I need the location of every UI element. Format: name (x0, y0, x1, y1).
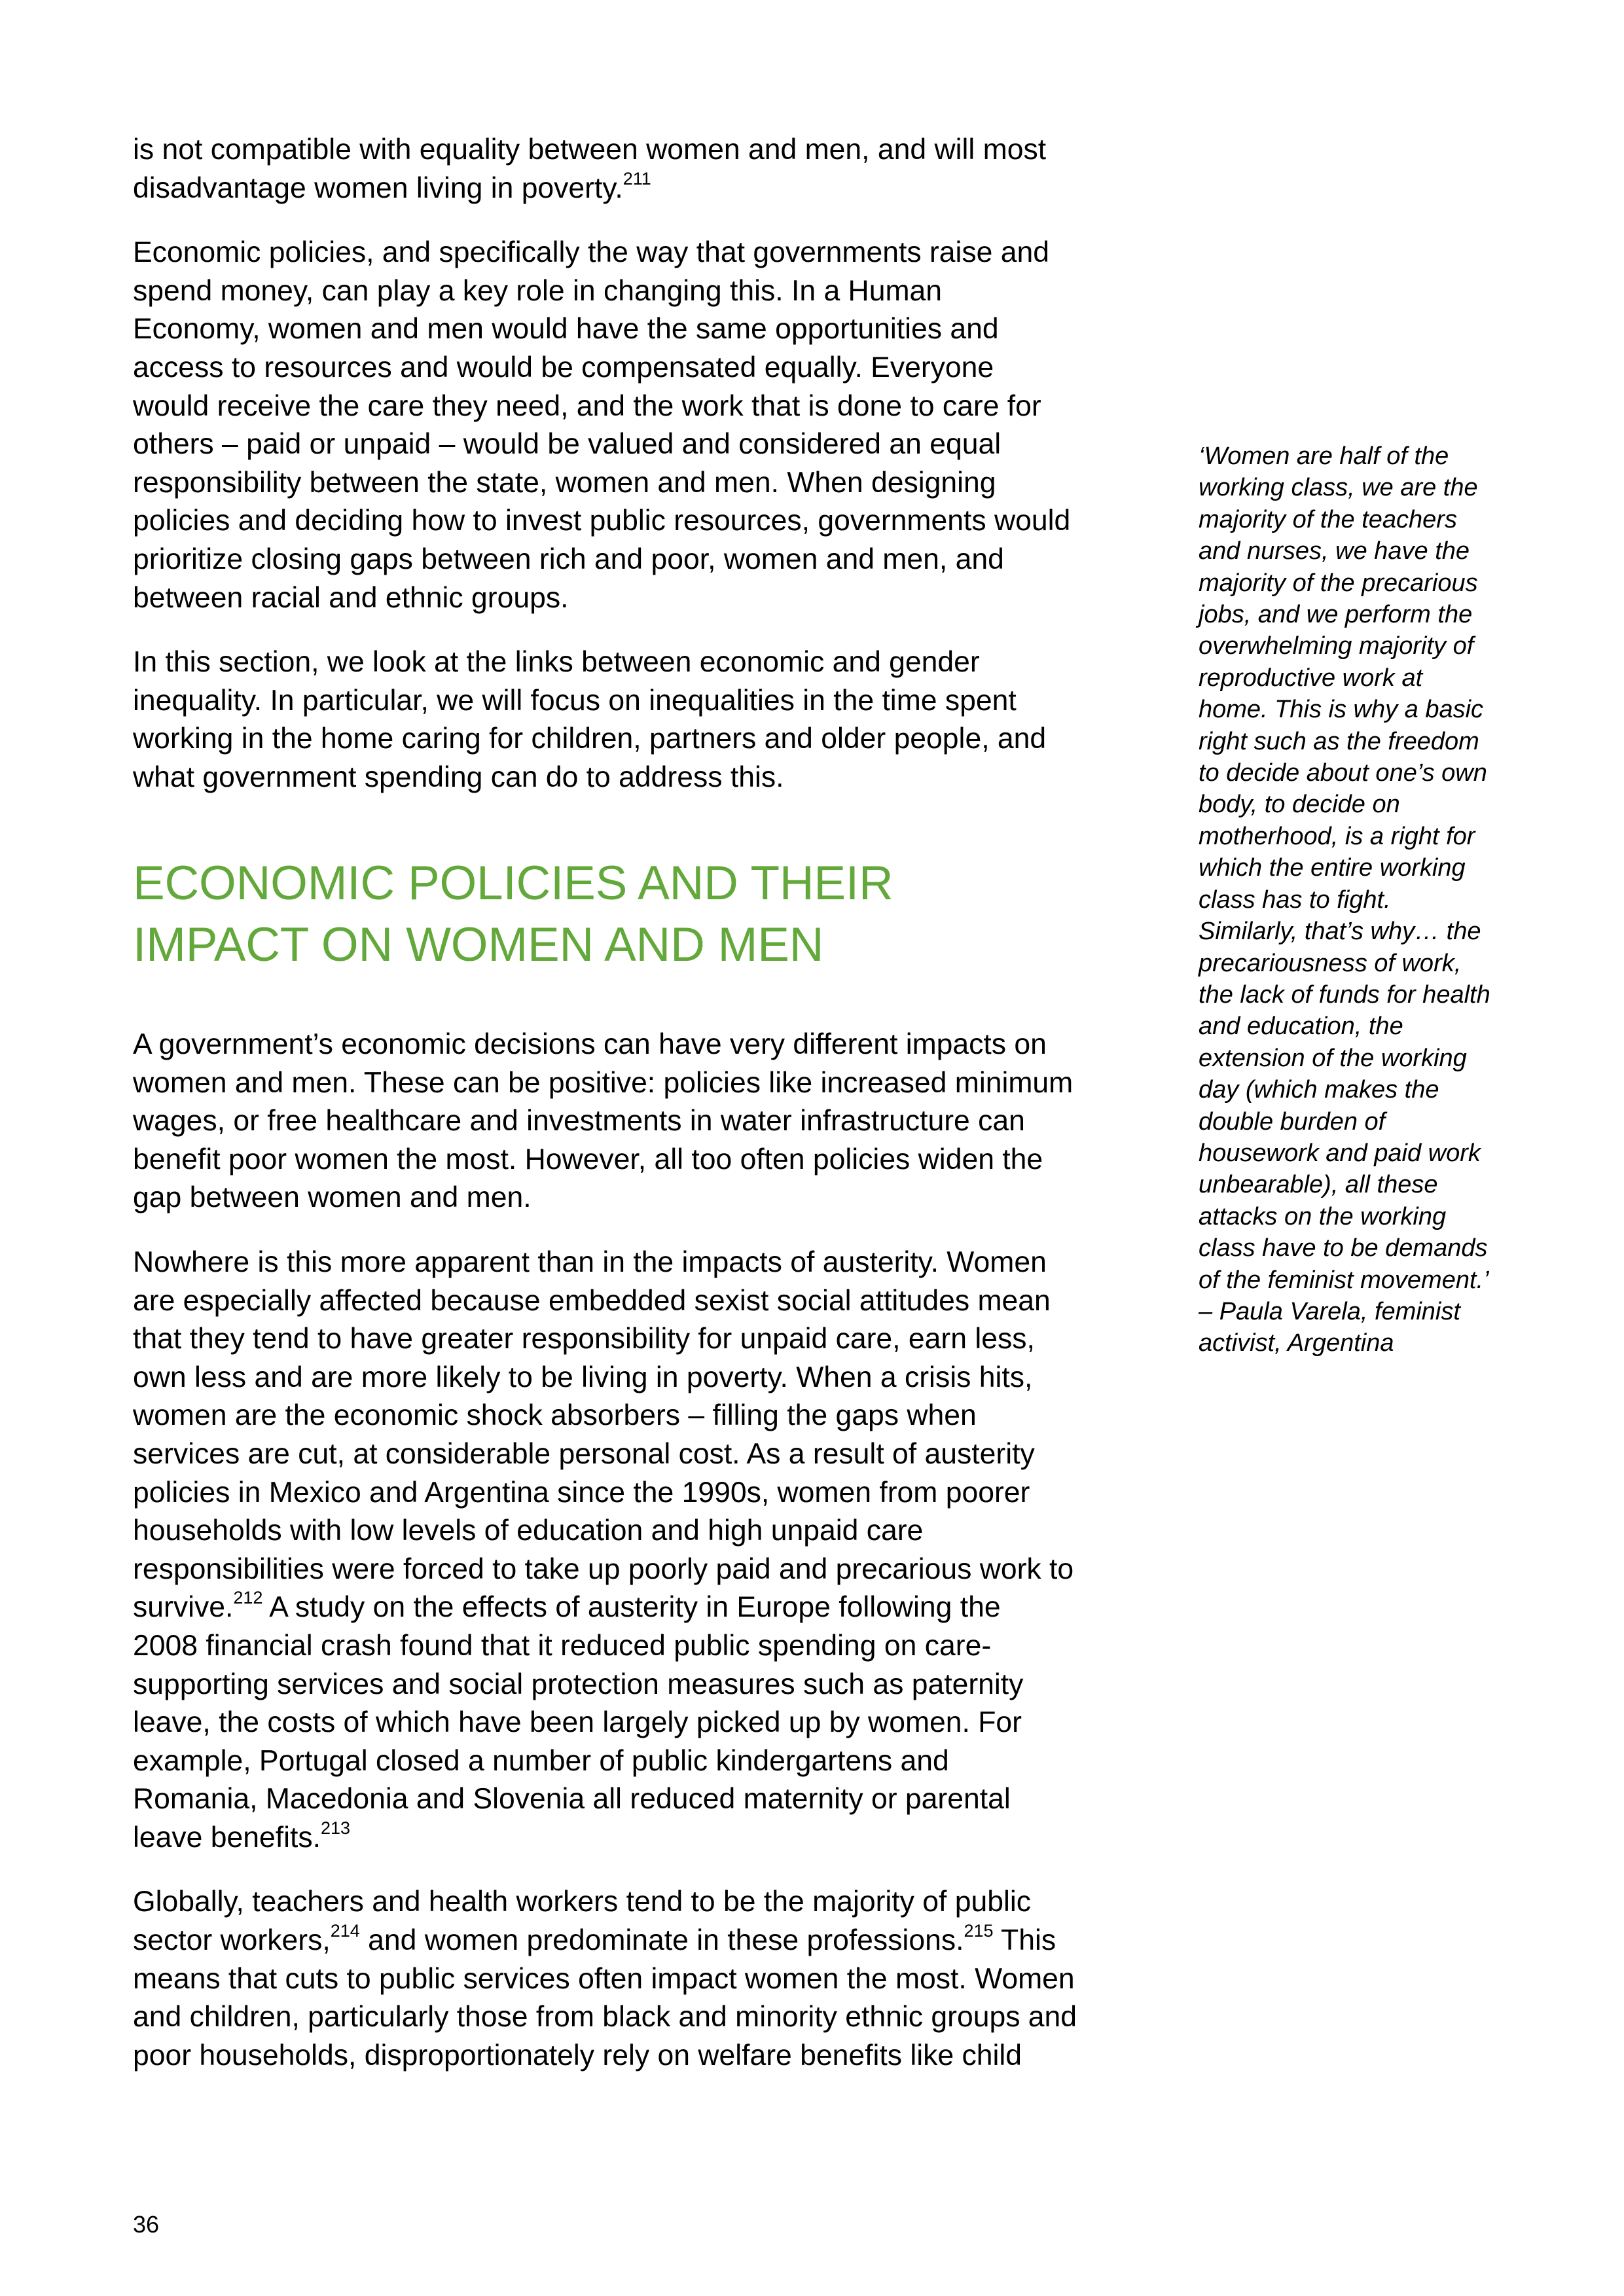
text-line: benefit poor women the most. However, all too often policies widen the (133, 1143, 1043, 1175)
quote-line: reproductive work at (1199, 664, 1423, 692)
text-line: working in the home caring for children, partners and older people, and (133, 723, 1047, 755)
text-line: access to resources and would be compensated equally. Everyone (133, 351, 994, 384)
quote-line: extension of the working (1199, 1044, 1467, 1072)
quote-line: body, to decide on (1199, 791, 1400, 819)
text-line: supporting services and social protection measures such as paternity (133, 1668, 1024, 1700)
quote-line: the lack of funds for health (1199, 980, 1490, 1009)
heading-line: ECONOMIC POLICIES AND THEIR (133, 857, 893, 910)
quote-line: motherhood, is a right for (1199, 822, 1475, 850)
text-span: sector workers, (133, 1924, 331, 1957)
text-line: women and men. These can be positive: policies like increased minimum (133, 1066, 1074, 1099)
text-line: leave, the costs of which have been largely picked up by women. For (133, 1706, 1022, 1739)
quote-line: right such as the freedom (1199, 727, 1479, 755)
text-line: prioritize closing gaps between rich and poor, women and men, and (133, 543, 1004, 575)
footnote-ref[interactable]: 213 (320, 1818, 351, 1839)
text-span: survive. (133, 1591, 234, 1624)
page-number: 36 (133, 2211, 160, 2238)
quote-line: and education, the (1199, 1013, 1403, 1041)
text-line: poor households, disproportionately rely on welfare benefits like child (133, 2039, 1022, 2072)
paragraph-2 (133, 234, 1128, 617)
text-line: Economic policies, and specifically the way that governments raise and (133, 236, 1049, 269)
text-line: responsibilities were forced to take up poorly paid and precarious work to (133, 1552, 1074, 1585)
text-line: are especially affected because embedded sexist social attitudes mean (133, 1284, 1051, 1317)
quote-line: overwhelming majority of (1199, 632, 1474, 660)
heading-line: IMPACT ON WOMEN AND MEN (133, 918, 824, 971)
text-line (133, 1819, 1128, 1857)
quote-line: majority of the precarious (1199, 569, 1478, 597)
text-line: own less and are more likely to be living in poverty. When a crisis hits, (133, 1361, 1033, 1393)
text-line: example, Portugal closed a number of public kindergartens and (133, 1744, 949, 1777)
section-heading (133, 853, 893, 976)
text-line: is not compatible with equality between women and men, and will most (133, 134, 1047, 166)
text-line: wages, or free healthcare and investments in water infrastructure can (133, 1105, 1025, 1138)
text-line: between racial and ethnic groups. (133, 581, 569, 614)
paragraph-1 (133, 131, 1128, 207)
footnote-ref[interactable]: 211 (623, 168, 651, 188)
quote-line: day (which makes the (1199, 1076, 1439, 1104)
text-line: services are cut, at considerable personal cost. As a result of austerity (133, 1437, 1035, 1470)
paragraph-5 (133, 1244, 1128, 1857)
text-line: inequality. In particular, we will focus on inequalities in the time spent (133, 684, 1017, 717)
quote-attribution: activist, Argentina (1199, 1329, 1394, 1357)
text-line: Economy, women and men would have the same opportunities and (133, 313, 999, 346)
text-line: gap between women and men. (133, 1181, 532, 1214)
text-line: responsibility between the state, women and men. When designing (133, 466, 996, 499)
quote-line: jobs, and we perform the (1199, 601, 1473, 629)
quote-line: majority of the teachers (1199, 505, 1457, 533)
quote-line: ‘Women are half of the (1199, 442, 1449, 470)
quote-line: and nurses, we have the (1199, 537, 1470, 565)
paragraph-4 (133, 1026, 1128, 1217)
text-line: In this section, we look at the links between economic and gender (133, 646, 980, 679)
text-line (133, 170, 1128, 208)
section-body (133, 1026, 1128, 2075)
text-span: This (993, 1924, 1056, 1957)
quote-line: double burden of (1199, 1107, 1386, 1136)
text-line: 2008 financial crash found that it reduced public spending on care- (133, 1629, 992, 1662)
text-line: policies and deciding how to invest public resources, governments would (133, 505, 1071, 537)
quote-line: housework and paid work (1199, 1139, 1481, 1167)
quote-line: class has to fight. (1199, 886, 1391, 914)
text-line: Globally, teachers and health workers tend to be the majority of public (133, 1886, 1032, 1918)
quote-line: unbearable), all these (1199, 1171, 1438, 1199)
text-line: Romania, Macedonia and Slovenia all reduced maternity or parental (133, 1783, 1011, 1816)
text-line: Nowhere is this more apparent than in the impacts of austerity. Women (133, 1246, 1047, 1278)
text-line: that they tend to have greater responsibility for unpaid care, earn less, (133, 1323, 1035, 1355)
text-line: spend money, can play a key role in changing this. In a Human (133, 274, 943, 307)
sidebar-quote (1199, 440, 1539, 1359)
text-line: women are the economic shock absorbers – filling the gaps when (133, 1399, 977, 1432)
quote-line: attacks on the working (1199, 1202, 1447, 1230)
footnote-ref[interactable]: 212 (233, 1588, 263, 1608)
quote-line: to decide about one’s own (1199, 759, 1487, 787)
text-line (133, 1922, 1128, 1960)
quote-line: which the entire working (1199, 854, 1466, 882)
text-line: A government’s economic decisions can have very different impacts on (133, 1028, 1047, 1060)
paragraph-6 (133, 1883, 1128, 2075)
text-line: would receive the care they need, and the work that is done to care for (133, 389, 1041, 422)
text-line: policies in Mexico and Argentina since the 1990s, women from poorer (133, 1476, 1030, 1509)
quote-line: working class, we are the (1199, 474, 1478, 502)
footnote-ref[interactable]: 214 (330, 1921, 360, 1941)
text-span: disadvantage women living in poverty. (133, 171, 623, 204)
quote-line: precariousness of work, (1199, 949, 1462, 977)
intro-text (133, 131, 1128, 797)
footnote-ref[interactable]: 215 (964, 1921, 994, 1941)
quote-line: class have to be demands (1199, 1234, 1488, 1263)
text-span: leave benefits. (133, 1821, 321, 1854)
text-span: A study on the effects of austerity in Europe following the (262, 1591, 1001, 1624)
text-line: households with low levels of education and high unpaid care (133, 1515, 924, 1547)
quote-line: of the feminist movement.’ (1199, 1266, 1489, 1294)
text-line: what government spending can do to address this. (133, 761, 784, 793)
quote-attribution: – Paula Varela, feminist (1199, 1297, 1460, 1325)
text-line: and children, particularly those from black and minority ethnic groups and (133, 2001, 1077, 2034)
quote-line: Similarly, that’s why… the (1199, 918, 1481, 946)
text-line (133, 1588, 1128, 1627)
paragraph-3 (133, 643, 1128, 797)
text-span: and women predominate in these professions. (359, 1924, 964, 1957)
quote-line: home. This is why a basic (1199, 696, 1484, 724)
text-line: others – paid or unpaid – would be valued and considered an equal (133, 428, 1001, 461)
text-line: means that cuts to public services often impact women the most. Women (133, 1962, 1075, 1995)
